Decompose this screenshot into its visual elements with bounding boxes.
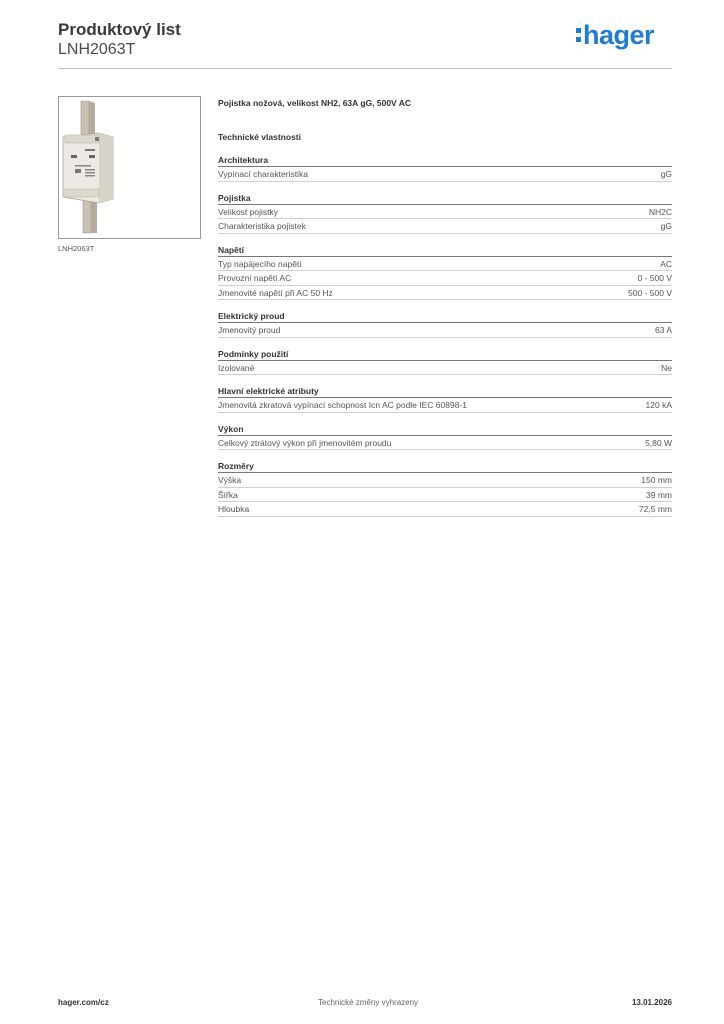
spec-value: gG	[660, 169, 672, 179]
fuse-illustration-icon	[59, 97, 200, 238]
spec-label: Jmenovité napětí při AC 50 Hz	[218, 287, 333, 298]
footer-notice: Technické změny vyhrazeny	[318, 998, 419, 1007]
spec-section	[218, 310, 672, 338]
document-title: Produktový list	[58, 20, 181, 39]
spec-label: Jmenovitá zkratová vypínací schopnost Icn AC podle IEC 60898-1	[218, 400, 467, 410]
page-header	[58, 20, 672, 70]
spec-section	[218, 423, 672, 451]
section-title: Rozměry	[218, 460, 672, 473]
spec-label: Šířka	[218, 489, 238, 500]
hager-logo	[576, 20, 654, 50]
section-title: Napětí	[218, 244, 672, 257]
spec-value: AC	[660, 258, 672, 269]
section-title: Elektrický proud	[218, 310, 672, 323]
section-title: Hlavní elektrické atributy	[218, 385, 672, 398]
spec-value: 63 A	[654, 325, 672, 335]
spec-value: gG	[660, 221, 672, 231]
section-title: Pojistka	[218, 192, 672, 205]
spec-value: 150 mm	[641, 475, 672, 485]
spec-label: Jmenovitý proud	[218, 325, 281, 335]
spec-value: 5,80 W	[645, 437, 672, 448]
spec-label: Velikost pojistky	[218, 206, 278, 217]
spec-row	[218, 286, 672, 301]
product-code: LNH2063T	[58, 41, 136, 58]
spec-row	[218, 167, 672, 182]
spec-row	[218, 205, 672, 220]
spec-row	[218, 361, 672, 376]
spec-row	[218, 436, 672, 451]
spec-label: Izolované	[218, 362, 255, 373]
spec-row	[218, 473, 672, 488]
spec-row	[218, 271, 672, 286]
spec-row	[218, 398, 672, 413]
spec-label: Výška	[218, 475, 242, 485]
spec-label: Vypínací charakteristika	[218, 169, 308, 179]
spec-label: Provozní napětí AC	[218, 273, 292, 283]
spec-value: 72,5 mm	[638, 504, 672, 514]
spec-value: NH2C	[648, 206, 672, 217]
spec-row	[218, 323, 672, 338]
logo-dots-icon	[576, 26, 581, 44]
spec-section	[218, 192, 672, 234]
spec-row	[218, 257, 672, 272]
logo-wordmark: hager	[582, 19, 654, 50]
image-caption: LNH2063T	[58, 244, 95, 253]
spec-value: 39 mm	[646, 489, 672, 500]
spec-value: Ne	[661, 362, 672, 373]
spec-label: Charakteristika pojistek	[218, 221, 306, 231]
spec-row	[218, 488, 672, 503]
header-divider	[58, 68, 672, 69]
spec-label: Typ napájecího napětí	[218, 258, 302, 269]
spec-value: 120 kA	[645, 400, 672, 410]
spec-section	[218, 244, 672, 301]
product-specification	[218, 96, 672, 517]
spec-label: Hloubka	[218, 504, 250, 514]
footer-date: 13.01.2026	[631, 998, 672, 1007]
spec-section	[218, 154, 672, 182]
spec-section	[218, 348, 672, 376]
spec-row	[218, 219, 672, 234]
footer-website: hager.com/cz	[58, 998, 109, 1007]
spec-section	[218, 460, 672, 517]
section-title: Výkon	[218, 423, 672, 436]
spec-value: 500 - 500 V	[628, 287, 672, 298]
spec-section	[218, 385, 672, 413]
product-description: Pojistka nožová, velikost NH2, 63A gG, 500V AC	[218, 98, 412, 108]
spec-label: Celkový ztrátový výkon při jmenovitém proudu	[218, 437, 392, 448]
spec-value: 0 - 500 V	[637, 273, 672, 283]
spec-sections	[218, 154, 672, 517]
product-image	[58, 96, 201, 239]
section-title: Podmínky použití	[218, 348, 672, 361]
spec-row	[218, 502, 672, 517]
technical-properties-heading: Technické vlastnosti	[218, 132, 301, 142]
section-title: Architektura	[218, 154, 672, 167]
